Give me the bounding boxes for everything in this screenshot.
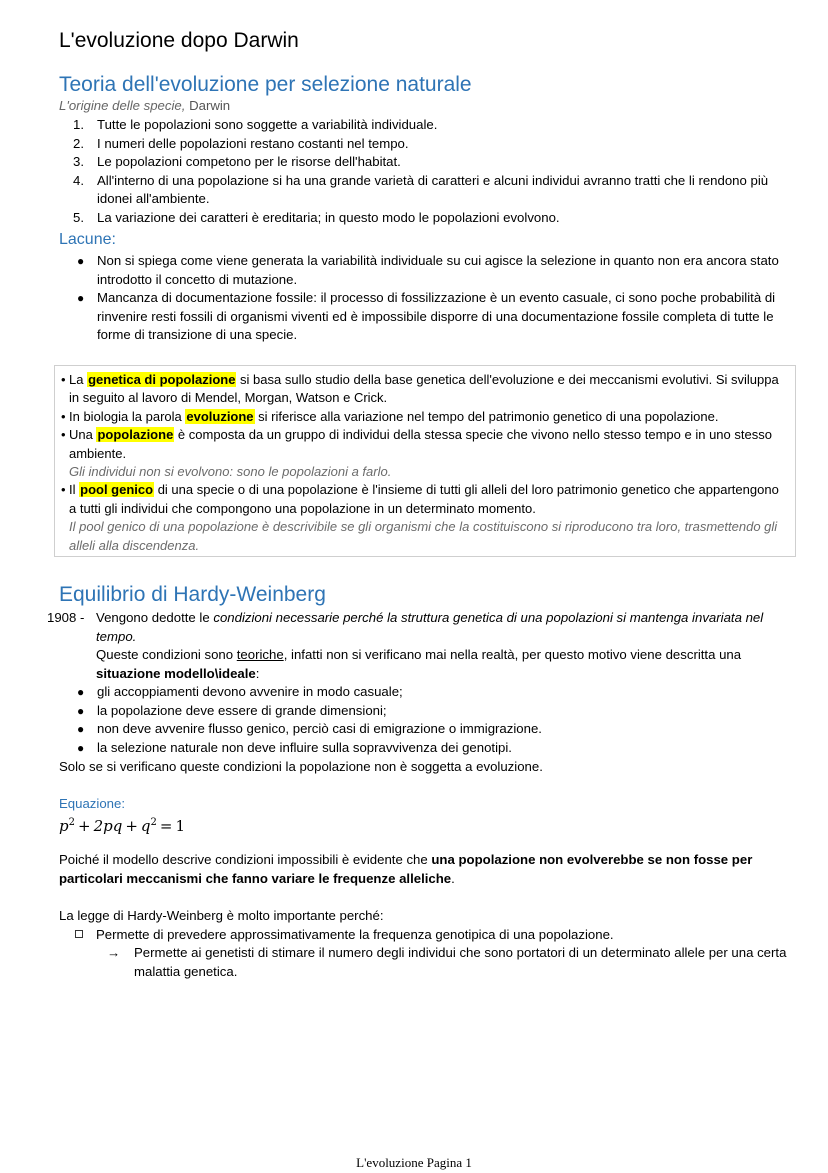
italic-text: condizioni necessarie perché la struttura genetica di una popolazioni si mantenga invariata nel tempo.: [96, 610, 764, 644]
heading-hardy-weinberg: Equilibrio di Hardy-Weinberg: [59, 583, 326, 606]
definition-item: [61, 481, 789, 518]
bullet-icon: •: [61, 427, 66, 443]
exponent: 2: [68, 817, 75, 828]
definition-note: Gli individui non si evolvono: sono le popolazioni a farlo.: [69, 464, 392, 480]
item-number: 5.: [73, 209, 84, 225]
list-item: [59, 683, 804, 702]
bullet-icon: •: [61, 408, 66, 424]
term: 1: [175, 817, 185, 835]
bold-text: una popolazione non evolverebbe se non fosse per particolari meccanismi che fanno variare le frequenze alleliche: [59, 852, 753, 886]
item-text: Mancanza di documentazione fossile: il processo di fossilizzazione è un evento casuale, ci sono poche probabilità di rinvenire resti fossili di organismi viventi ed è impossibile disporre di una documentazione fossile completa di tutte le forme di transizione di una specie.: [97, 290, 776, 343]
item-text: la selezione naturale non deve influire sulla sopravvivenza dei genotipi.: [97, 739, 512, 755]
list-item: [59, 289, 804, 345]
equation: [59, 813, 185, 836]
item-text: Permette di prevedere approssimativamente la frequenza genotipica di una popolazione.: [96, 927, 614, 942]
bullet-icon: ●: [77, 685, 85, 699]
page-title: L'evoluzione dopo Darwin: [59, 29, 299, 52]
text: Il: [69, 482, 80, 498]
text: si basa sullo studio della base genetica dell'evoluzione e dei meccanismi evolutivi. Si sviluppa in seguito al lavoro di Mendel, Morgan, Watson e Crick.: [69, 372, 779, 406]
term: p: [59, 817, 69, 835]
item-text: Permette ai genetisti di stimare il numero degli individui che sono portatori di un determinato allele per una certa malattia genetica.: [134, 945, 787, 979]
definition-item: [61, 408, 789, 426]
term: q: [140, 817, 151, 835]
legge-intro: La legge di Hardy-Weinberg è molto importante perché:: [59, 908, 384, 923]
operator: =: [159, 817, 173, 835]
item-text: All'interno di una popolazione si ha una grande varietà di caratteri e alcuni individui avranno tratti che li rendono più idonei all'ambiente.: [97, 172, 769, 207]
item-number: 3.: [73, 154, 84, 170]
bullet-icon: •: [61, 482, 66, 498]
text: si riferisce alla variazione nel tempo del patrimonio genetico di una popolazione.: [254, 408, 719, 424]
text: La: [69, 372, 88, 387]
item-text: Tutte le popolazioni sono soggette a variabilità individuale.: [97, 117, 438, 132]
heading-lacune: Lacune:: [59, 231, 116, 248]
list-item: [59, 702, 804, 721]
page-footer: L'evoluzione Pagina 1: [356, 1155, 472, 1170]
bold-text: situazione modello\ideale: [96, 665, 256, 681]
year-label: 1908 -: [47, 610, 85, 625]
conclusion: Solo se si verificano queste condizioni la popolazione non è soggetta a evoluzione.: [59, 759, 543, 774]
source-title: L'origine delle specie,: [59, 98, 186, 113]
item-text: I numeri delle popolazioni restano costanti nel tempo.: [97, 135, 409, 151]
list-item: [59, 209, 804, 228]
text: In biologia la parola: [69, 408, 186, 424]
text: Queste condizioni sono: [96, 647, 237, 663]
item-number: 1.: [73, 117, 84, 132]
item-text: Non si spiega come viene generata la variabilità individuale su cui agisce la selezione in quanto non era ancora stato introdotto il concetto di mutazione.: [97, 253, 779, 287]
text: Una: [69, 427, 97, 443]
definition-note: Il pool genico di una popolazione è descrivibile se gli organismi che la costituiscono si riproducono tra loro, trasmettendo gli alleli alla discendenza.: [69, 519, 778, 553]
item-text: la popolazione deve essere di grande dimensioni;: [97, 702, 387, 718]
item-text: gli accoppiamenti devono avvenire in modo casuale;: [97, 684, 403, 699]
equation-label: Equazione:: [59, 796, 125, 811]
highlighted-term: pool genico: [80, 482, 154, 498]
list-item: [59, 172, 804, 209]
text: di una specie o di una popolazione è l'insieme di tutti gli alleli del loro patrimonio genetico che appartengono a tutti gli individui che compongono una popolazione in un determinato momento.: [69, 482, 779, 516]
bullet-icon: ●: [77, 291, 85, 306]
item-text: non deve avvenire flusso genico, perciò casi di emigrazione o immigrazione.: [97, 721, 542, 737]
underlined-text: teoriche: [236, 647, 284, 663]
heading-teoria: Teoria dell'evoluzione per selezione naturale: [59, 73, 472, 96]
list-item: [59, 153, 804, 172]
darwin-points: [59, 116, 804, 228]
legge-item: [59, 926, 804, 945]
lacune-list: [59, 252, 804, 345]
hardy-intro: [96, 609, 801, 683]
text: , infatti non si verificano mai nella realtà, per questo motivo viene descritta una: [283, 647, 742, 663]
text: Poiché il modello descrive condizioni impossibili è evidente che: [59, 852, 432, 867]
bullet-icon: •: [61, 372, 66, 387]
arrow-right-icon: →: [107, 945, 121, 960]
list-item: [59, 135, 804, 154]
poiche-paragraph: [59, 851, 799, 888]
item-number: 2.: [73, 135, 84, 151]
item-text: La variazione dei caratteri è ereditaria; in questo modo le popolazioni evolvono.: [97, 209, 560, 225]
highlighted-term: evoluzione: [186, 408, 254, 424]
source-line: [59, 97, 230, 116]
text: .: [451, 870, 455, 886]
checkbox-square-icon: [75, 930, 83, 938]
item-text: Le popolazioni competono per le risorse dell'habitat.: [97, 154, 401, 170]
bullet-icon: ●: [77, 703, 85, 718]
list-item: [59, 252, 804, 289]
source-author: Darwin: [189, 98, 231, 113]
conditions-paragraph: [96, 646, 801, 683]
bullet-icon: ●: [77, 722, 85, 737]
definition-item: [61, 426, 789, 463]
list-item: [59, 739, 804, 758]
bullet-icon: ●: [77, 254, 85, 268]
list-item: [59, 116, 804, 135]
text: Vengono dedotte le: [96, 610, 214, 625]
conditions-list: [59, 683, 804, 757]
text: è composta da un gruppo di individui della stessa specie che vivono nello stesso tempo e in uno stesso ambiente.: [69, 427, 772, 461]
operator: +: [125, 817, 138, 835]
highlighted-term: genetica di popolazione: [88, 372, 236, 387]
exponent: 2: [150, 817, 157, 828]
operator: +: [77, 817, 91, 835]
bullet-icon: ●: [77, 740, 85, 755]
highlighted-term: popolazione: [97, 427, 174, 443]
intro-paragraph: [96, 609, 801, 646]
item-number: 4.: [73, 172, 84, 188]
text: :: [255, 665, 260, 681]
list-item: [59, 720, 804, 739]
definition-item: [61, 371, 789, 408]
legge-subitem: [59, 944, 804, 981]
definitions-box: [54, 365, 796, 557]
term: 2pq: [93, 817, 123, 835]
